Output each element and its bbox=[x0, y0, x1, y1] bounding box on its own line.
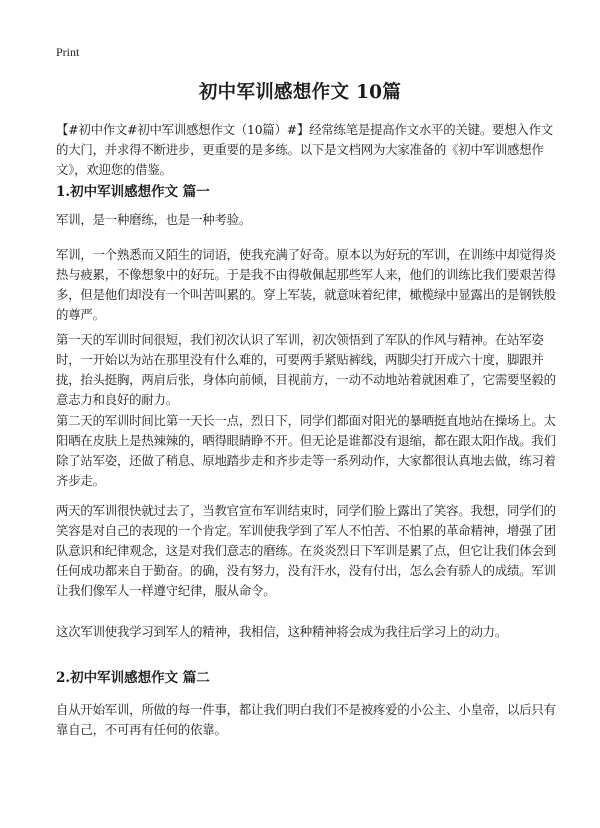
intro-paragraph: 【#初中作文#初中军训感想作文（10篇）#】经常练笔是提高作文水平的关键。要想入作文的大门，并求得不断进步，更重要的是多练。以下是文档网为大家准备的《初中军训感想作文》，欢迎您的借鉴。 bbox=[56, 122, 553, 177]
section-1-paragraph: 军训，一个熟悉而又陌生的词语，使我充满了好奇。原本以为好玩的军训，在训练中却觉得炎热与疲累，不像想象中的好玩。于是我不由得敬佩起那些军人来，他们的训练比我们要艰苦得多，但是他们却没有一个叫苦叫累的。穿上军装，就意味着纪律，橄榄绿中显露出的是钢铁般的尊严。 bbox=[56, 247, 556, 322]
section-2-heading: 2.初中军训感想作文 篇二 bbox=[56, 670, 210, 686]
section-1-paragraph: 第一天的军训时间很短，我们初次认识了军训，初次领悟到了军队的作风与精神。在站军姿时，一开始以为站在那里没有什么难的，可要两手紧贴裤线，两脚尖打开成六十度，脚跟并拢，抬头挺胸，两肩后张，身体向前倾，目视前方，一动不动地站着就困难了，它需要坚毅的意志力和良好的耐力。 bbox=[56, 332, 556, 407]
section-1-paragraph: 第二天的军训时间比第一天长一点，烈日下，同学们都面对阳光的暴晒挺直地站在操场上。太阳晒在皮肤上是热辣辣的，晒得眼睛睁不开。但无论是谁都没有退缩，都在跟太阳作战。我们除了站军姿，还做了稍息、原地踏步走和齐步走等一系列动作，大家都很认真地去做，练习着齐步走。 bbox=[56, 413, 556, 488]
section-1-paragraph: 两天的军训很快就过去了，当教官宣布军训结束时，同学们脸上露出了笑容。我想，同学们的笑容是对自己的表现的一个肯定。军训使我学到了军人不怕苦、不怕累的革命精神，增强了团队意识和纪律观念，这是对我们意志的磨练。在炎炎烈日下军训是累了点，但它让我们体会到任何成功都来自于勤奋。的确，没有努力，没有汗水，没有付出，怎么会有骄人的成绩。军训让我们像军人一样遵守纪律，服从命令。 bbox=[56, 503, 556, 598]
section-1-paragraph: 军训，是一种磨练，也是一种考验。 bbox=[56, 212, 252, 227]
section-1-heading: 1.初中军训感想作文 篇一 bbox=[56, 184, 210, 200]
section-1-paragraph: 这次军训使我学习到军人的精神，我相信，这种精神将会成为我往后学习上的动力。 bbox=[56, 624, 508, 639]
section-2-paragraph: 自从开始军训，所做的每一件事，都让我们明白我们不是被疼爱的小公主、小皇帝，以后只有靠自己，不可再有任何的依靠。 bbox=[56, 702, 556, 737]
print-link[interactable]: Print bbox=[56, 45, 80, 59]
document-title: 初中军训感想作文 10篇 bbox=[198, 82, 402, 103]
